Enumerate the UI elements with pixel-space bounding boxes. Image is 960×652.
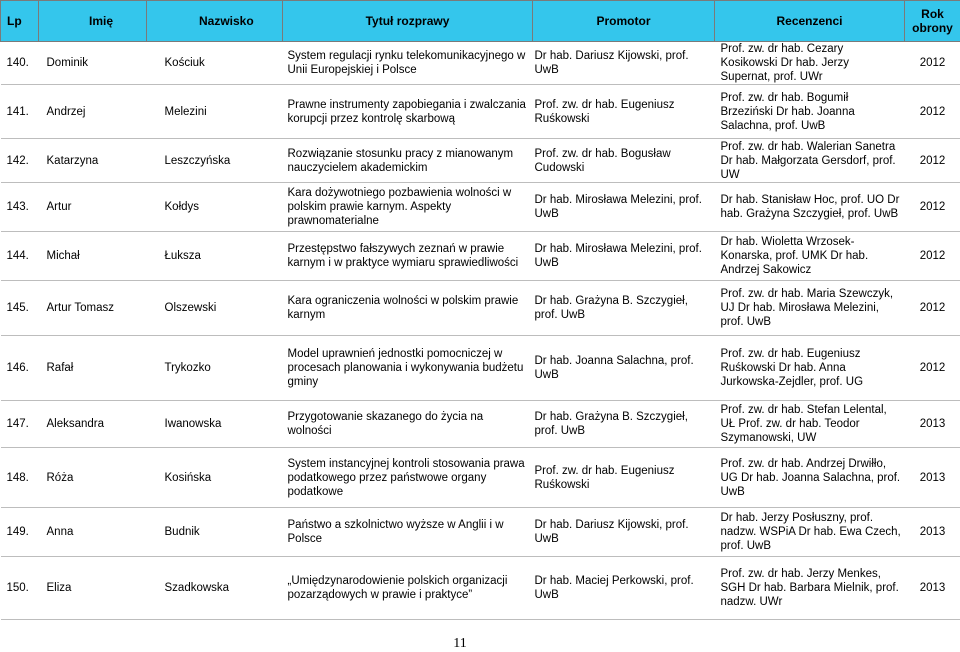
cell-lp: 149. (1, 508, 39, 557)
table-row (1, 401, 960, 448)
cell-tytul: Rozwiązanie stosunku pracy z mianowanym nauczycielem akademickim (283, 139, 533, 183)
header-nazwisko: Nazwisko (147, 1, 283, 42)
cell-promotor: Dr hab. Grażyna B. Szczygieł, prof. UwB (533, 281, 715, 336)
header-row (1, 1, 960, 42)
cell-rok: 2012 (905, 336, 960, 401)
cell-tytul: Przygotowanie skazanego do życia na wolności (283, 401, 533, 448)
cell-tytul: Model uprawnień jednostki pomocniczej w procesach planowania i wykonywania budżetu gminy (283, 336, 533, 401)
cell-recenzenci: Dr hab. Jerzy Posłuszny, prof. nadzw. WSPiA Dr hab. Ewa Czech, prof. UwB (715, 508, 905, 557)
cell-recenzenci: Prof. zw. dr hab. Stefan Lelental, UŁ Prof. zw. dr hab. Teodor Szymanowski, UW (715, 401, 905, 448)
cell-nazwisko: Olszewski (147, 281, 283, 336)
cell-tytul: Kara ograniczenia wolności w polskim prawie karnym (283, 281, 533, 336)
cell-imie: Dominik (39, 42, 147, 85)
cell-nazwisko: Melezini (147, 85, 283, 139)
cell-nazwisko: Iwanowska (147, 401, 283, 448)
cell-recenzenci: Prof. zw. dr hab. Cezary Kosikowski Dr hab. Jerzy Supernat, prof. UWr (715, 42, 905, 85)
cell-nazwisko: Kołdys (147, 183, 283, 232)
header-tytul: Tytuł rozprawy (283, 1, 533, 42)
table-row (1, 139, 960, 183)
cell-promotor: Prof. zw. dr hab. Eugeniusz Ruśkowski (533, 448, 715, 508)
header-promotor: Promotor (533, 1, 715, 42)
cell-recenzenci: Dr hab. Stanisław Hoc, prof. UO Dr hab. Grażyna Szczygieł, prof. UwB (715, 183, 905, 232)
cell-nazwisko: Kosińska (147, 448, 283, 508)
cell-nazwisko: Leszczyńska (147, 139, 283, 183)
cell-lp: 148. (1, 448, 39, 508)
cell-promotor: Dr hab. Mirosława Melezini, prof. UwB (533, 232, 715, 281)
table-row (1, 232, 960, 281)
cell-recenzenci: Prof. zw. dr hab. Maria Szewczyk, UJ Dr hab. Mirosława Melezini, prof. UwB (715, 281, 905, 336)
cell-rok: 2013 (905, 448, 960, 508)
cell-imie: Aleksandra (39, 401, 147, 448)
table-row (1, 85, 960, 139)
cell-imie: Anna (39, 508, 147, 557)
cell-rok: 2012 (905, 42, 960, 85)
cell-recenzenci: Prof. zw. dr hab. Walerian Sanetra Dr hab. Małgorzata Gersdorf, prof. UW (715, 139, 905, 183)
cell-promotor: Dr hab. Grażyna B. Szczygieł, prof. UwB (533, 401, 715, 448)
header-imie: Imię (39, 1, 147, 42)
table-row (1, 42, 960, 85)
cell-tytul: System instancyjnej kontroli stosowania prawa podatkowego przez państwowe organy podatkowe (283, 448, 533, 508)
cell-rok: 2012 (905, 183, 960, 232)
cell-imie: Artur Tomasz (39, 281, 147, 336)
cell-promotor: Dr hab. Dariusz Kijowski, prof. UwB (533, 42, 715, 85)
cell-recenzenci: Prof. zw. dr hab. Eugeniusz Ruśkowski Dr hab. Anna Jurkowska-Zejdler, prof. UG (715, 336, 905, 401)
cell-rok: 2012 (905, 281, 960, 336)
cell-imie: Andrzej (39, 85, 147, 139)
cell-promotor: Dr hab. Maciej Perkowski, prof. UwB (533, 557, 715, 620)
cell-imie: Katarzyna (39, 139, 147, 183)
table-row (1, 557, 960, 620)
header-rok-line2: obrony (912, 21, 953, 35)
cell-rok: 2013 (905, 401, 960, 448)
header-recenzenci: Recenzenci (715, 1, 905, 42)
cell-imie: Rafał (39, 336, 147, 401)
table-row (1, 448, 960, 508)
cell-lp: 144. (1, 232, 39, 281)
cell-tytul: System regulacji rynku telekomunikacyjnego w Unii Europejskiej i Polsce (283, 42, 533, 85)
cell-promotor: Prof. zw. dr hab. Bogusław Cudowski (533, 139, 715, 183)
cell-lp: 140. (1, 42, 39, 85)
table-row (1, 336, 960, 401)
cell-recenzenci: Prof. zw. dr hab. Andrzej Drwiłło, UG Dr hab. Joanna Salachna, prof. UwB (715, 448, 905, 508)
cell-lp: 147. (1, 401, 39, 448)
page-number: 11 (440, 636, 480, 652)
cell-promotor: Dr hab. Joanna Salachna, prof. UwB (533, 336, 715, 401)
cell-recenzenci: Dr hab. Wioletta Wrzosek-Konarska, prof. UMK Dr hab. Andrzej Sakowicz (715, 232, 905, 281)
table-row (1, 183, 960, 232)
cell-nazwisko: Kościuk (147, 42, 283, 85)
header-rok (905, 1, 960, 42)
cell-tytul: Przestępstwo fałszywych zeznań w prawie karnym i w praktyce wymiaru sprawiedliwości (283, 232, 533, 281)
cell-nazwisko: Trykozko (147, 336, 283, 401)
cell-promotor: Dr hab. Mirosława Melezini, prof. UwB (533, 183, 715, 232)
cell-recenzenci: Prof. zw. dr hab. Jerzy Menkes, SGH Dr hab. Barbara Mielnik, prof. nadzw. UWr (715, 557, 905, 620)
cell-lp: 141. (1, 85, 39, 139)
cell-promotor: Dr hab. Dariusz Kijowski, prof. UwB (533, 508, 715, 557)
header-rok-line1: Rok (921, 7, 944, 21)
cell-rok: 2013 (905, 557, 960, 620)
cell-rok: 2012 (905, 232, 960, 281)
cell-rok: 2012 (905, 139, 960, 183)
cell-lp: 150. (1, 557, 39, 620)
cell-tytul: Kara dożywotniego pozbawienia wolności w polskim prawie karnym. Aspekty prawnomaterialne (283, 183, 533, 232)
cell-recenzenci: Prof. zw. dr hab. Bogumił Brzeziński Dr hab. Joanna Salachna, prof. UwB (715, 85, 905, 139)
cell-nazwisko: Łuksza (147, 232, 283, 281)
cell-tytul: Państwo a szkolnictwo wyższe w Anglii i w Polsce (283, 508, 533, 557)
cell-tytul: „Umiędzynarodowienie polskich organizacji pozarządowych w prawie i praktyce” (283, 557, 533, 620)
table-row (1, 508, 960, 557)
cell-imie: Eliza (39, 557, 147, 620)
cell-nazwisko: Budnik (147, 508, 283, 557)
cell-lp: 143. (1, 183, 39, 232)
cell-imie: Róża (39, 448, 147, 508)
cell-lp: 145. (1, 281, 39, 336)
cell-tytul: Prawne instrumenty zapobiegania i zwalczania korupcji przez kontrolę skarbową (283, 85, 533, 139)
cell-lp: 142. (1, 139, 39, 183)
cell-imie: Artur (39, 183, 147, 232)
header-lp: Lp (1, 1, 39, 42)
cell-nazwisko: Szadkowska (147, 557, 283, 620)
table-row (1, 281, 960, 336)
cell-promotor: Prof. zw. dr hab. Eugeniusz Ruśkowski (533, 85, 715, 139)
cell-imie: Michał (39, 232, 147, 281)
cell-rok: 2012 (905, 85, 960, 139)
cell-lp: 146. (1, 336, 39, 401)
cell-rok: 2013 (905, 508, 960, 557)
